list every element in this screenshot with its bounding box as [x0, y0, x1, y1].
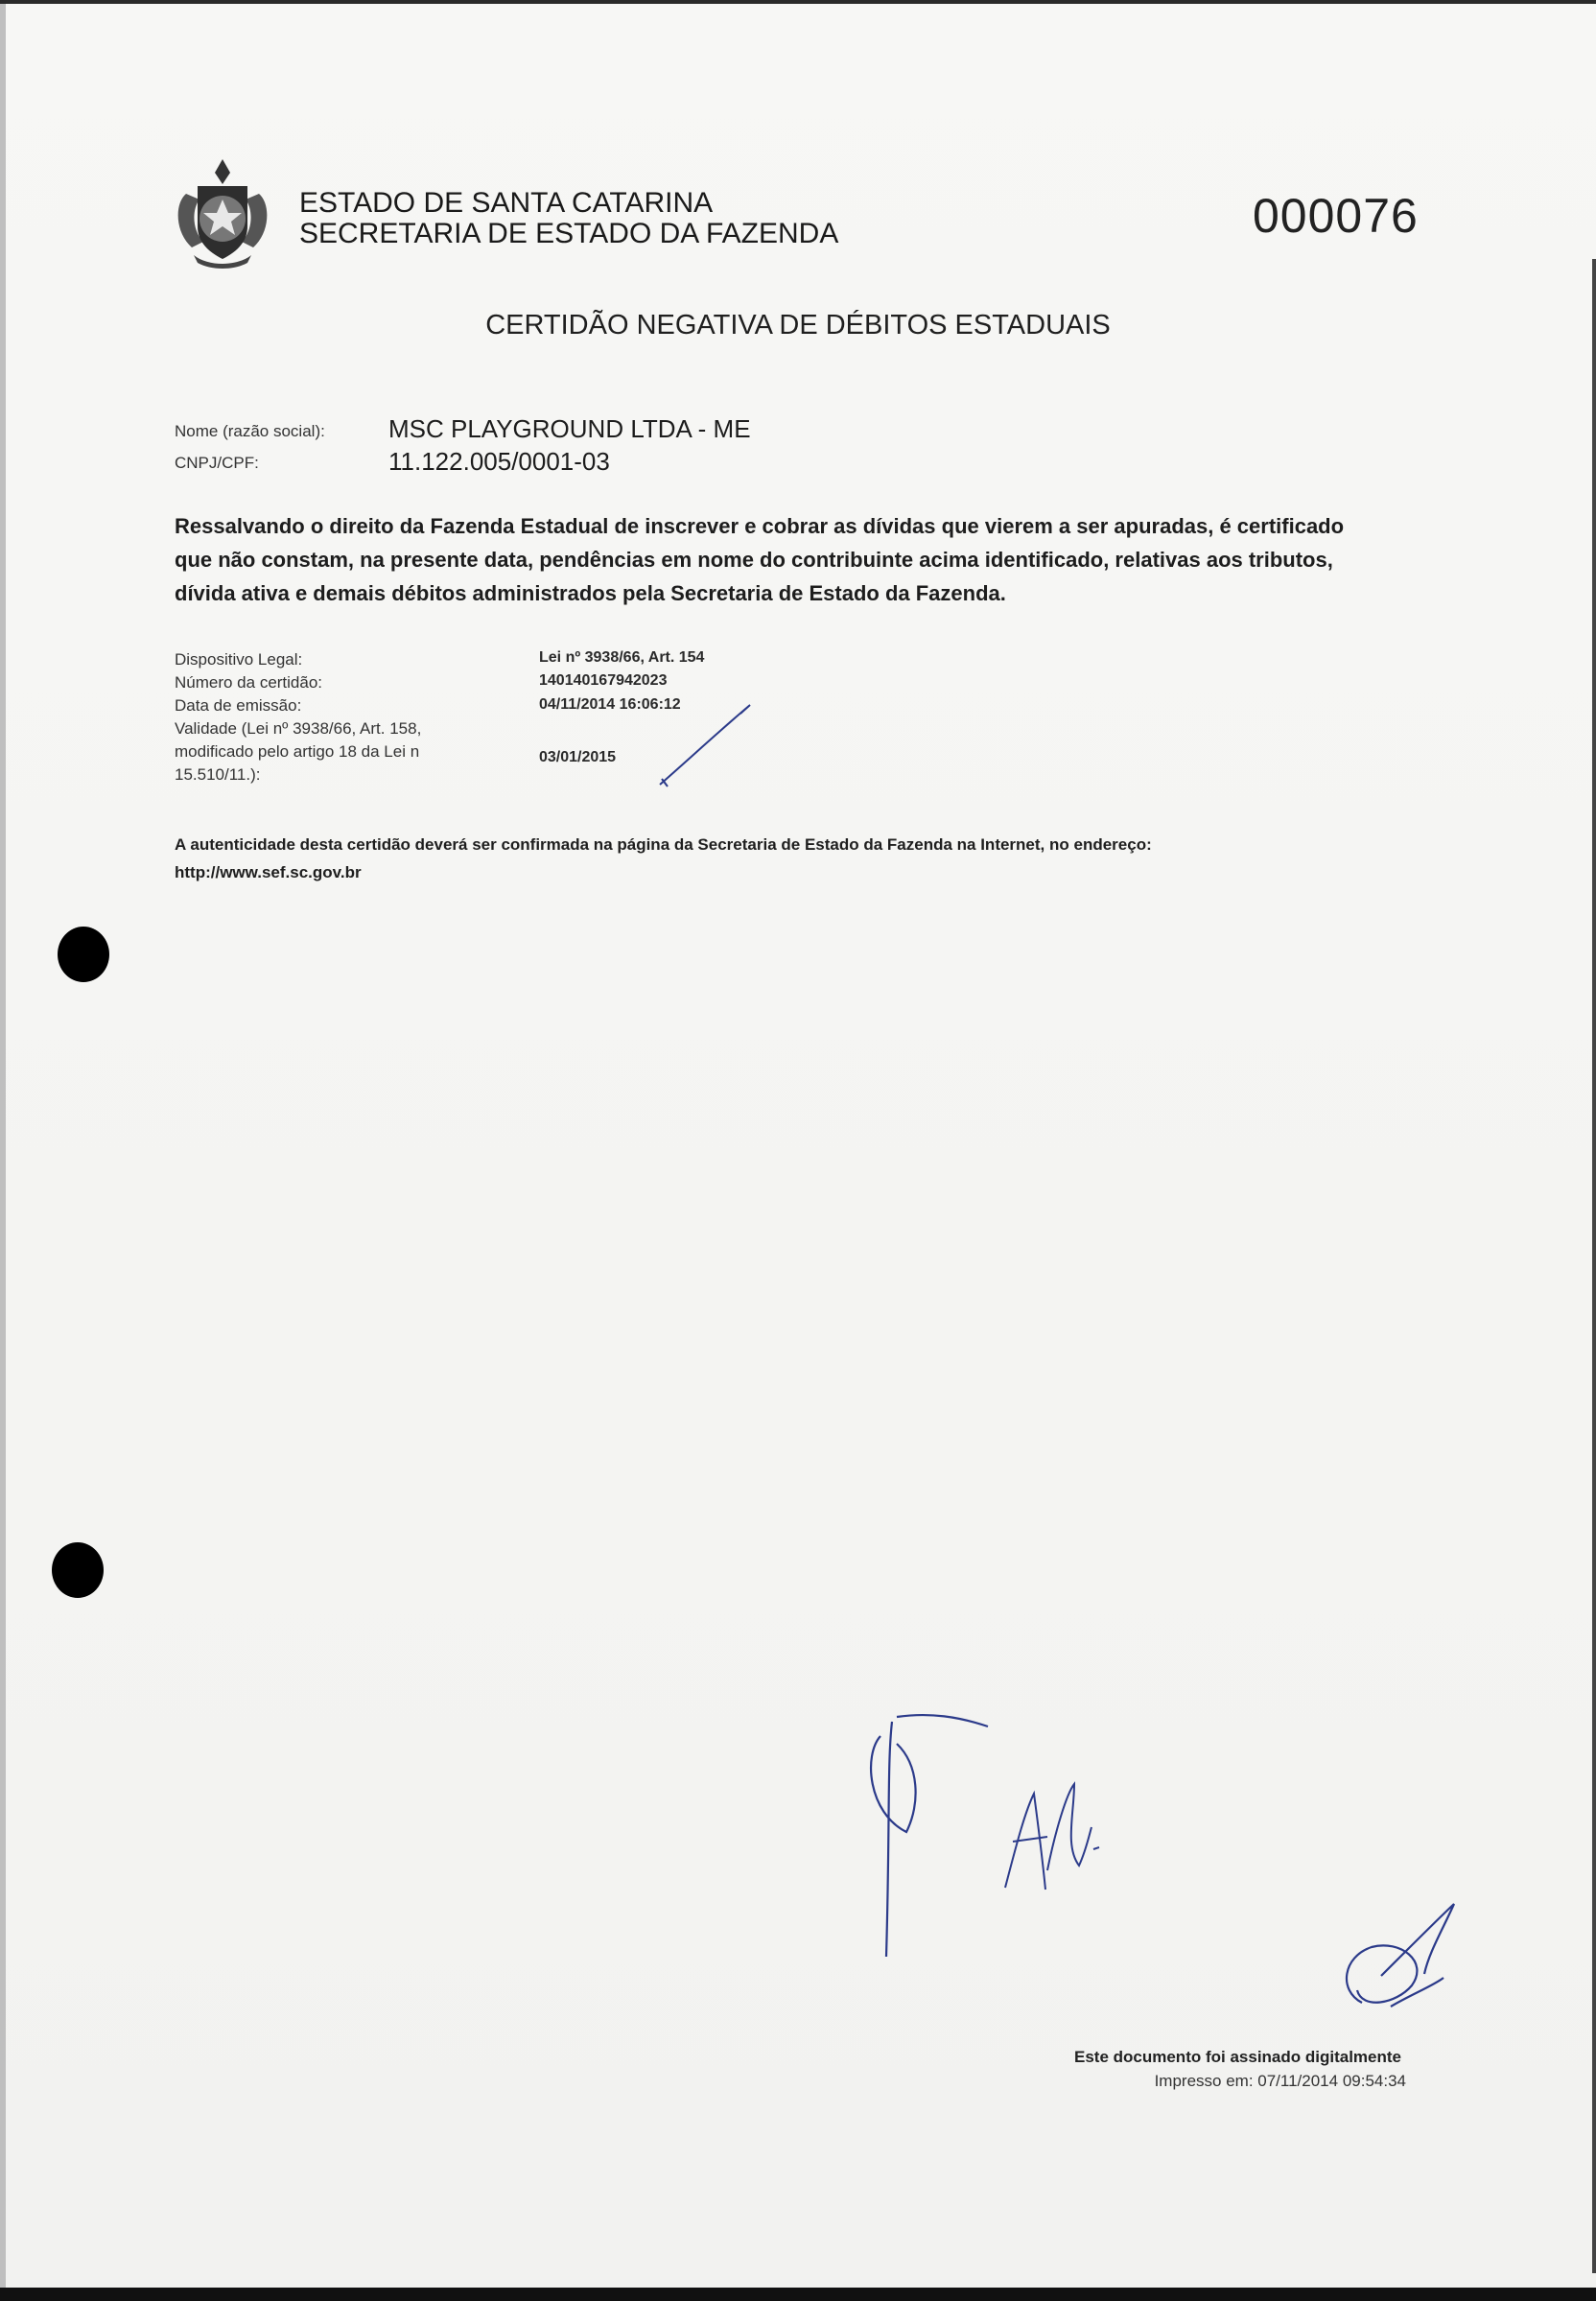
- validation-check-stroke: [660, 705, 750, 785]
- initials-signature-2: [1005, 1784, 1099, 1890]
- initials-signature-1: [871, 1715, 988, 1957]
- authenticity-text: A autenticidade desta certidão deverá ser confirmada na página da Secretaria de Estado da Fazenda na Internet, no endereço:: [175, 835, 1152, 854]
- printed-timestamp: Impresso em: 07/11/2014 09:54:34: [1154, 2072, 1406, 2090]
- document-number: 000076: [1253, 189, 1419, 243]
- initials-signature-3: [1347, 1904, 1454, 2007]
- statement-line: dívida ativa e demais débitos administrados pela Secretaria de Estado da Fazenda.: [175, 581, 1006, 605]
- issue-date-value: 04/11/2014 16:06:12: [539, 696, 681, 713]
- digital-signature-note: Este documento foi assinado digitalmente: [1074, 2048, 1401, 2066]
- certificate-number-value: 140140167942023: [539, 672, 668, 689]
- header-secretariat: SECRETARIA DE ESTADO DA FAZENDA: [299, 218, 839, 249]
- authenticity-url: http://www.sef.sc.gov.br: [175, 863, 362, 881]
- cnpj-label: CNPJ/CPF:: [175, 454, 259, 472]
- issue-date-label: Data de emissão:: [175, 696, 302, 715]
- validity-value: 03/01/2015: [539, 749, 617, 765]
- name-value: MSC PLAYGROUND LTDA - ME: [388, 414, 751, 443]
- cnpj-value: 11.122.005/0001-03: [388, 447, 610, 476]
- name-label: Nome (razão social):: [175, 422, 325, 440]
- validity-label-line: modificado pelo artigo 18 da Lei n: [175, 742, 420, 761]
- legal-value: Lei nº 3938/66, Art. 154: [539, 649, 705, 666]
- legal-label: Dispositivo Legal:: [175, 650, 303, 669]
- header-state: ESTADO DE SANTA CATARINA: [299, 187, 714, 219]
- validity-label-line: 15.510/11.):: [175, 765, 261, 784]
- certificate-title: CERTIDÃO NEGATIVA DE DÉBITOS ESTADUAIS: [485, 310, 1111, 340]
- statement-line: Ressalvando o direito da Fazenda Estadual de inscrever e cobrar as dívidas que vierem a ser apuradas, é certificado: [175, 514, 1345, 538]
- certificate-number-label: Número da certidão:: [175, 673, 323, 692]
- validity-label-line: Validade (Lei nº 3938/66, Art. 158,: [175, 719, 422, 738]
- statement-line: que não constam, na presente data, pendências em nome do contribuinte acima identificado, relativas aos tributos,: [175, 548, 1333, 572]
